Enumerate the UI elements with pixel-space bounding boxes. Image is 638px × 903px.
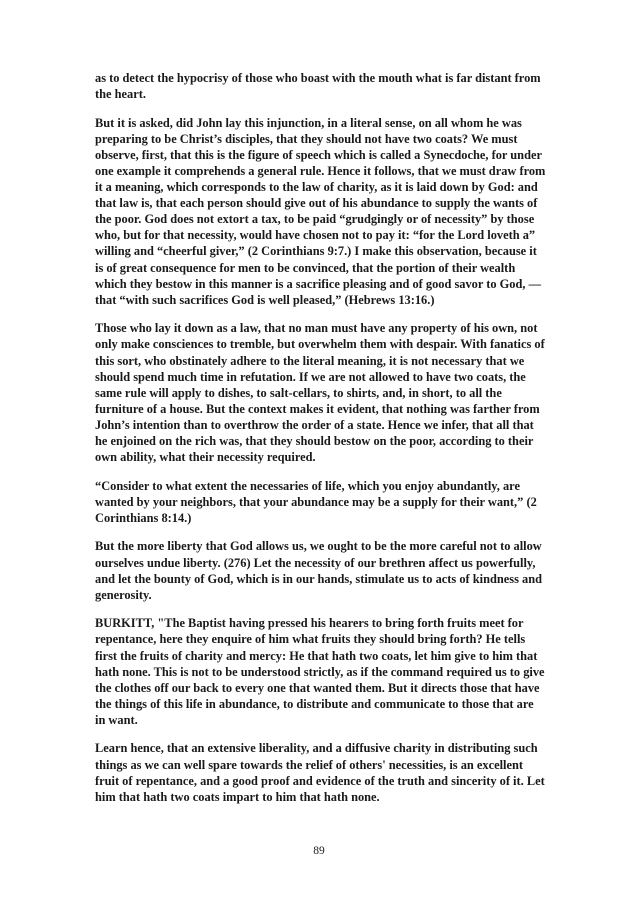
- paragraph-7: Learn hence, that an extensive liberality, and a diffusive charity in distributing such things as we can well spare towards the relief of others' necessities, is an excellent fruit of repentance, and a good proof and evidence of the truth and sincerity of it. Let him that hath two coats impart to him that hath none.: [95, 741, 545, 804]
- paragraph-2: But it is asked, did John lay this injunction, in a literal sense, on all whom he was preparing to be Christ’s disciples, that they should not have two coats? We must observe, first, that this is the figure of speech which is called a Synecdoche, for under one example it comprehends a general rule. Hence it follows, that we must draw from it a meaning, which corresponds to the law of charity, as it is laid down by God: and that law is, that each person should give out of his abundance to supply the wants of the poor. God does not extort a tax, to be paid “grudgingly or of necessity” by those who, but for that necessity, would have chosen not to pay it: “for the Lord loveth a” willing and “cheerful giver,” (2 Corinthians 9:7.) I make this observation, because it is of great consequence for men to be convinced, that the portion of their wealth which they bestow in this manner is a sacrifice pleasing and of good savor to God, — that “with such sacrifices God is well pleased,” (Hebrews 13:16.): [95, 115, 546, 307]
- paragraph-5: But the more liberty that God allows us, we ought to be the more careful not to allow ourselves undue liberty. (276) Let the necessity of our brethren affect us powerfully, and let the bounty of God, which is in our hands, stimulate us to acts of kindness and generosity.: [95, 539, 542, 602]
- paragraph-1: as to detect the hypocrisy of those who boast with the mouth what is far distant from the heart.: [95, 71, 541, 102]
- body-text: [95, 70, 547, 805]
- page-number: 89: [313, 845, 325, 857]
- paragraph-6: BURKITT, "The Baptist having pressed his hearers to bring forth fruits meet for repentance, here they enquire of him what fruits they should bring forth? He tells first the fruits of charity and mercy: He that hath two coats, let him give to him that hath none. This is not to be understood strictly, as if the command required us to give the clothes off our back to every one that wanted them. But it directs those that have the things of this life in abundance, to distribute and communicate to those that are in want.: [95, 616, 545, 727]
- paragraph-3: Those who lay it down as a law, that no man must have any property of his own, not only make consciences to tremble, but overwhelm them with despair. With fanatics of this sort, who obstinately adhere to the literal meaning, it is not necessary that we should spend much time in refutation. If we are not allowed to have two coats, the same rule will apply to dishes, to salt-cellars, to shirts, and, in short, to all the furniture of a house. But the context makes it evident, that nothing was farther from John’s intention than to overthrow the order of a state. Hence we infer, that all that he enjoined on the rich was, that they should bestow on the poor, according to their own ability, what their necessity required.: [95, 321, 545, 465]
- paragraph-4: “Consider to what extent the necessaries of life, which you enjoy abundantly, are wanted by your neighbors, that your abundance may be a supply for their want,” (2 Corinthians 8:14.): [95, 478, 537, 525]
